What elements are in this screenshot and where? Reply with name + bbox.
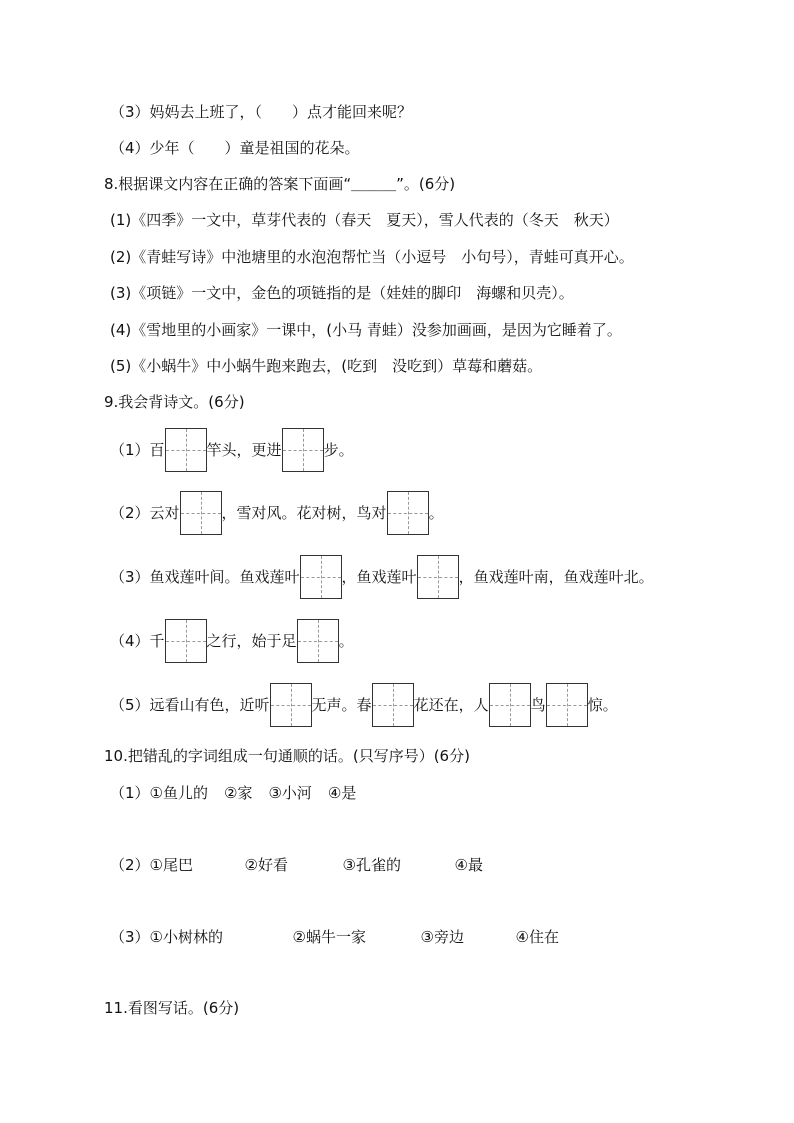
q8-title: 8.根据课文内容在正确的答案下面画“＿＿＿”。(6分) (104, 175, 456, 193)
q9-line-2 (110, 491, 444, 535)
q9-line1-text-a: （1）百 (110, 441, 165, 459)
q11-title: 11.看图写话。(6分) (104, 999, 240, 1017)
tianzige-box[interactable] (300, 555, 342, 599)
q10-row-2 (110, 852, 483, 877)
tianzige-box[interactable] (282, 428, 324, 472)
q10-row2-word-4: ④最 (454, 855, 483, 874)
q9-line-5 (110, 683, 618, 727)
q9-line5-text-c: 花还在，人 (413, 696, 489, 714)
q10-row3-word-3: ③旁边 (420, 927, 464, 946)
q8-item-3: (3)《项链》一文中，金色的项链指的是（娃娃的脚印 海螺和贝壳）。 (110, 284, 574, 302)
tianzige-box[interactable] (546, 683, 588, 727)
q9-line3-text-b: ，鱼戏莲叶 (341, 568, 417, 586)
q10-row2-word-3: ③孔雀的 (342, 855, 401, 874)
tianzige-box[interactable] (387, 491, 429, 535)
q10-row2-word-2: ②好看 (244, 855, 288, 874)
q10-row2-word-1: ①尾巴 (149, 855, 193, 874)
q9-line4-text-a: （4）千 (110, 632, 165, 650)
tianzige-box[interactable] (297, 619, 339, 663)
q10-title: 10.把错乱的字词组成一句通顺的话。(只写序号）(6分) (104, 747, 470, 765)
q10-row2-num: （2） (110, 855, 150, 874)
q9-line-3 (110, 555, 654, 599)
tianzige-box[interactable] (489, 683, 531, 727)
q9-line1-text-c: 步。 (323, 441, 354, 459)
q9-line5-text-e: 惊。 (587, 696, 618, 714)
tianzige-box[interactable] (417, 555, 459, 599)
q10-row3-word-1: ①小树林的 (149, 927, 223, 946)
q9-line2-text-c: 。 (428, 504, 444, 522)
tianzige-box[interactable] (165, 428, 207, 472)
q9-line2-text-b: ，雪对风。花对树，鸟对 (221, 504, 387, 522)
tianzige-box[interactable] (165, 619, 207, 663)
q10-row-3 (110, 924, 559, 949)
q9-line4-text-b: 之行，始于足 (206, 632, 297, 650)
q10-row3-word-4: ④住在 (515, 927, 559, 946)
q7-item-4: （4）少年（ ）童是祖国的花朵。 (110, 139, 360, 157)
q9-line3-text-a: （3）鱼戏莲叶间。鱼戏莲叶 (110, 568, 300, 586)
q8-item-1: (1)《四季》一文中，草芽代表的（春天 夏天），雪人代表的（冬天 秋天） (110, 211, 619, 229)
q9-line-1 (110, 428, 354, 472)
q9-line5-text-d: 鸟 (530, 696, 546, 714)
q9-line-4 (110, 619, 354, 663)
q9-line5-text-a: （5）远看山有色，近听 (110, 696, 270, 714)
q10-row1-word-4: ④是 (327, 783, 357, 802)
tianzige-box[interactable] (270, 683, 312, 727)
q8-item-2: (2)《青蛙写诗》中池塘里的水泡泡帮忙当（小逗号 小句号），青蛙可真开心。 (110, 248, 634, 266)
q9-line3-text-c: ，鱼戏莲叶南，鱼戏莲叶北。 (458, 568, 654, 586)
tianzige-box[interactable] (180, 491, 222, 535)
q10-row1-word-3: ③小河 (268, 783, 312, 802)
q10-row3-word-2: ②蜗牛一家 (292, 927, 366, 946)
q10-row1-num: （1） (110, 783, 150, 802)
q9-line4-text-c: 。 (338, 632, 354, 650)
q10-row-1 (110, 780, 356, 805)
q9-line2-text-a: （2）云对 (110, 504, 180, 522)
tianzige-box[interactable] (372, 683, 414, 727)
q10-row3-num: （3） (110, 927, 150, 946)
q9-title: 9.我会背诗文。(6分) (104, 393, 245, 411)
q8-item-4: (4)《雪地里的小画家》一课中，(小马 青蛙）没参加画画，是因为它睡着了。 (110, 321, 622, 339)
q10-row1-word-1: ①鱼儿的 (149, 783, 208, 802)
q9-line5-text-b: 无声。春 (311, 696, 372, 714)
q8-item-5: (5)《小蜗牛》中小蜗牛跑来跑去，(吃到 没吃到）草莓和蘑菇。 (110, 357, 543, 375)
q10-row1-word-2: ②家 (224, 783, 253, 802)
q7-item-3: （3）妈妈去上班了，（ ）点才能回来呢？ (110, 103, 413, 121)
q9-line1-text-b: 竿头，更进 (206, 441, 282, 459)
